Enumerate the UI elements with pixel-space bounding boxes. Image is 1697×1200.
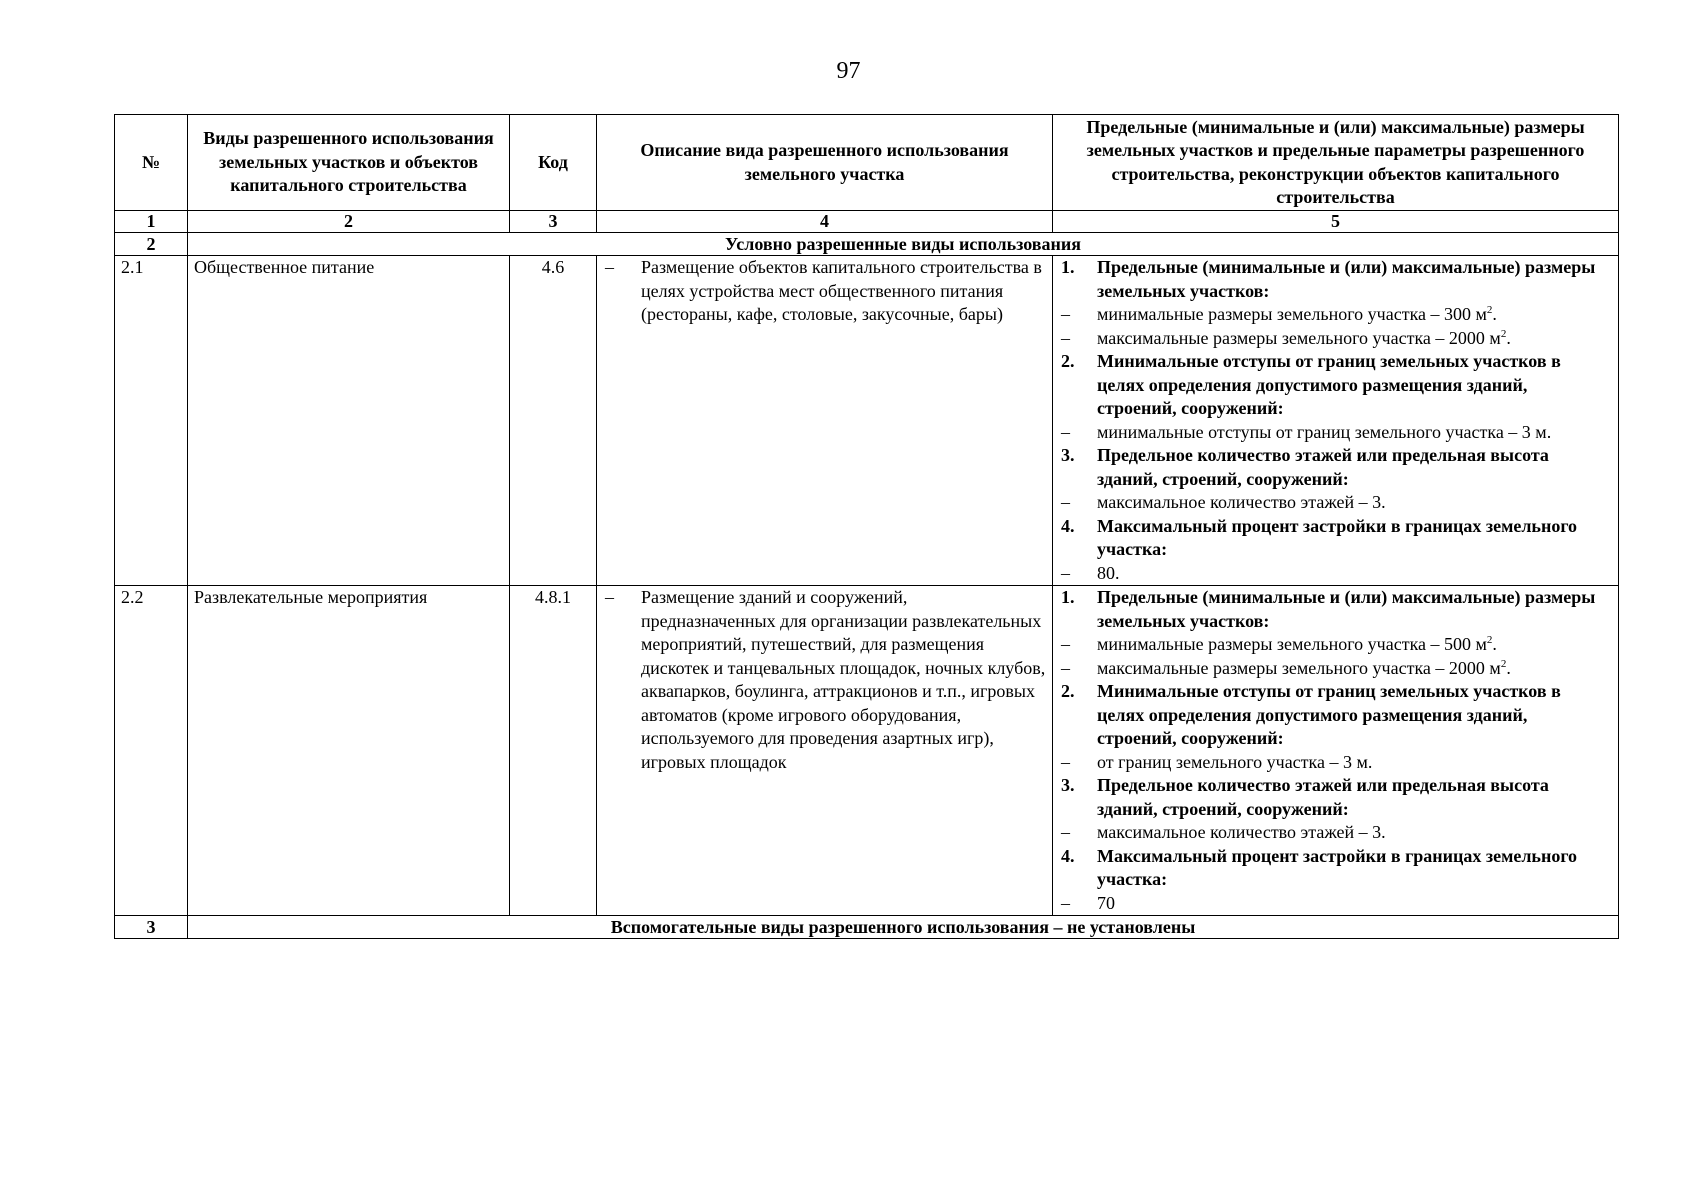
param-text: 80. (1097, 562, 1120, 583)
superscript: 2 (1500, 657, 1507, 670)
section-title: Условно разрешенные виды использования (188, 233, 1619, 256)
row-description (597, 586, 1053, 916)
column-number: 3 (510, 211, 597, 233)
row-params (1053, 256, 1619, 586)
param-text: Предельное количество этажей или предельная высота зданий, строений, сооружений: (1097, 445, 1549, 489)
param-text: Минимальные отступы от границ земельных участков в целях определения допустимого размещения зданий, строений, сооружений: (1097, 351, 1561, 418)
column-number: 5 (1053, 211, 1619, 233)
param-item (1061, 562, 1610, 586)
table-row (115, 586, 1619, 916)
row-number: 2.2 (115, 586, 188, 916)
param-marker: 1. (1061, 587, 1075, 607)
param-marker: – (1061, 892, 1070, 913)
param-heading (1061, 680, 1610, 751)
row-number: 2.1 (115, 256, 188, 586)
param-item (1061, 892, 1610, 916)
section-number: 3 (115, 916, 188, 939)
param-text: от границ земельного участка – 3 м. (1097, 751, 1373, 772)
param-heading (1061, 515, 1610, 562)
param-text: Максимальный процент застройки в границах земельного участка: (1097, 845, 1578, 889)
row-params (1053, 586, 1619, 916)
description-text: Размещение объектов капитального строительства в целях устройства мест общественного питания (рестораны, кафе, столовые, закусочные, бары) (641, 257, 1042, 324)
param-marker: 4. (1061, 845, 1075, 866)
row-description (597, 256, 1053, 586)
header-description: Описание вида разрешенного использования земельного участка (597, 115, 1053, 211)
param-marker: – (1061, 492, 1070, 512)
param-heading (1061, 350, 1610, 421)
param-text: 70 (1097, 892, 1115, 913)
header-no: № (115, 115, 188, 211)
param-item (1061, 751, 1610, 775)
param-marker: 4. (1061, 515, 1075, 536)
column-number: 2 (188, 211, 510, 233)
section-number: 2 (115, 233, 188, 256)
param-marker: 2. (1061, 351, 1075, 371)
param-marker: 1. (1061, 257, 1075, 277)
section-row (115, 916, 1619, 939)
param-text: максимальное количество этажей – 3. (1097, 492, 1386, 512)
param-item (1061, 303, 1610, 327)
param-item (1061, 421, 1610, 445)
table-row (115, 256, 1619, 586)
param-item (1061, 327, 1610, 351)
param-marker: 2. (1061, 681, 1075, 701)
superscript: 2 (1486, 304, 1493, 316)
header-code: Код (510, 115, 597, 211)
header-row (115, 115, 1619, 211)
dash-marker: – (605, 257, 614, 277)
page-number: 97 (836, 58, 861, 84)
param-marker: – (1061, 421, 1070, 442)
param-marker: – (1061, 562, 1070, 583)
section-title: Вспомогательные виды разрешенного использования – не установлены (188, 916, 1619, 939)
param-marker: – (1061, 327, 1070, 348)
param-marker: – (1061, 751, 1070, 772)
param-text: максимальные размеры земельного участка – 2000 $м^2$. (1097, 657, 1511, 678)
param-text: Максимальный процент застройки в границах земельного участка: (1097, 515, 1578, 559)
param-item (1061, 491, 1610, 515)
section-row (115, 233, 1619, 256)
row-name: Развлекательные мероприятия (188, 586, 510, 916)
param-marker: – (1061, 822, 1070, 842)
param-marker: – (1061, 304, 1070, 324)
header-types: Виды разрешенного использования земельных участков и объектов капитального строительства (188, 115, 510, 211)
dash-marker: – (605, 587, 614, 607)
row-code: 4.6 (510, 256, 597, 586)
param-text: Минимальные отступы от границ земельных участков в целях определения допустимого размещения зданий, строений, сооружений: (1097, 681, 1561, 748)
param-text: минимальные отступы от границ земельного участка – 3 м. (1097, 421, 1552, 442)
param-marker: – (1061, 657, 1070, 678)
param-heading (1061, 444, 1610, 491)
column-number: 1 (115, 211, 188, 233)
superscript: 2 (1500, 327, 1507, 340)
param-item (1061, 657, 1610, 681)
param-marker: 3. (1061, 445, 1075, 465)
param-text: Предельные (минимальные и (или) максимальные) размеры земельных участков: (1097, 587, 1596, 631)
param-text: максимальные размеры земельного участка – 2000 $м^2$. (1097, 327, 1511, 348)
param-heading (1061, 256, 1610, 303)
param-text: Предельные (минимальные и (или) максимальные) размеры земельных участков: (1097, 257, 1596, 301)
param-heading (1061, 586, 1610, 633)
description-text: Размещение зданий и сооружений, предназначенных для организации развлекательных мероприятий, путешествий, для размещения дискотек и танцевальных площадок, ночных клубов, аквапарков, боулинга, аттракционов и т.п., игровых автоматов (кроме игрового оборудования, используемого для проведения азартных игр), игровых площадок (641, 587, 1046, 772)
param-marker: 3. (1061, 775, 1075, 795)
param-item (1061, 821, 1610, 845)
param-text: минимальные размеры земельного участка – 500 $м^2$. (1097, 634, 1497, 654)
param-marker: – (1061, 634, 1070, 654)
param-text: максимальное количество этажей – 3. (1097, 822, 1386, 842)
param-heading (1061, 774, 1610, 821)
header-params: Предельные (минимальные и (или) максимальные) размеры земельных участков и предельные параметры разрешенного строительства, реконструкции объектов капитального строительства (1053, 115, 1619, 211)
param-text: минимальные размеры земельного участка – 300 $м^2$. (1097, 304, 1497, 324)
row-name: Общественное питание (188, 256, 510, 586)
superscript: 2 (1486, 634, 1493, 646)
land-use-table (114, 114, 1619, 939)
row-code: 4.8.1 (510, 586, 597, 916)
column-number-row (115, 211, 1619, 233)
column-number: 4 (597, 211, 1053, 233)
param-text: Предельное количество этажей или предельная высота зданий, строений, сооружений: (1097, 775, 1549, 819)
param-item (1061, 633, 1610, 657)
param-heading (1061, 845, 1610, 892)
